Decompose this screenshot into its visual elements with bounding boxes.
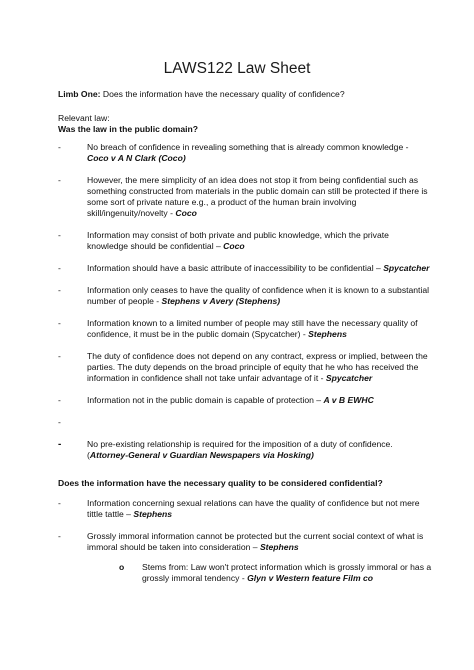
list-item: - Information known to a limited number of people may still have the necessary quality of confidence, it must be in the public domain (Spycatcher) - Stephens [58,318,418,339]
public-domain-list [58,142,430,461]
list-dash: - [58,439,62,450]
case-citation: Coco [223,241,245,251]
limb-one-text: Does the information have the necessary quality of confidence? [100,89,345,99]
case-citation: Coco v A N Clark (Coco) [87,153,186,163]
confidential-quality-list [58,498,430,553]
list-item: - However, the mere simplicity of an idea does not stop it from being confidential such as something constructed from materials in the public domain can still be protected if there is some sort of private nature e.g., a product of the human brain involving skill/ingenuity/novelty - Coco [58,175,428,218]
list-item: - Grossly immoral information cannot be protected but the current social context of what is immoral should be taken into consideration – Stephens [58,531,424,552]
list-item: - Information should have a basic attribute of inaccessibility to be confidential – Spycatcher [58,263,430,273]
list-item: - Information may consist of both private and public knowledge, which the private knowledge should be confidential – Coco [58,230,389,251]
list-dash: - [58,498,61,508]
list-item: - The duty of confidence does not depend on any contract, express or implied, between the parties. The duty depends on the broad principle of equity that he who has received the information in confidence shall not take unfair advantage of it - Spycatcher [58,351,428,383]
list-item: - Information only ceases to have the quality of confidence when it is known to a substantial number of people - Stephens v Avery (Stephens) [58,285,430,306]
list-dash: - [58,395,61,405]
relevant-law-label: Relevant law: [58,113,110,123]
list-dash: - [58,175,61,185]
list-dash: - [58,263,61,273]
sub-list-item: o Stems from: Law won't protect information which is grossly immoral or has a grossly immoral tendency - Glyn v Western feature Film co [119,562,432,583]
case-citation: Spycatcher [325,373,373,383]
list-item: - No pre-existing relationship is required for the imposition of a duty of confidence. (Attorney-General v Guardian Newspapers via Hosking) [58,439,393,460]
list-item-empty [58,417,430,428]
case-citation: A v B EWHC [323,395,374,405]
question-confidential-quality: Does the information have the necessary quality to be considered confidential? [58,478,383,488]
list-dash: - [58,531,61,541]
case-citation: Coco [175,208,197,218]
list-item: - No breach of confidence in revealing something that is already common knowledge - Coco v A N Clark (Coco) [58,142,409,163]
limb-one-label: Limb One: [58,89,101,99]
case-citation: Spycatcher [383,263,430,273]
question-public-domain: Was the law in the public domain? [58,124,199,134]
list-dash: - [58,142,61,152]
list-item: - Information not in the public domain is capable of protection – A v B EWHC [58,395,374,405]
case-citation: Attorney-General v Guardian Newspapers via Hosking) [89,450,314,460]
case-citation: Stephens v Avery (Stephens) [161,296,281,306]
list-dash: - [58,318,61,328]
case-citation: Glyn v Western feature Film co [247,573,373,583]
list-dash: - [58,230,61,240]
list-dash: - [58,285,61,295]
limb-one-heading [58,89,428,100]
list-item: - Information concerning sexual relations can have the quality of confidence but not mere tittle tattle – Stephens [58,498,420,519]
case-citation: Stephens [259,542,299,552]
list-dash: - [58,417,61,427]
case-citation: Stephens [308,329,347,339]
list-dash: - [58,351,61,361]
circle-bullet: o [119,562,125,572]
case-citation: Stephens [133,509,173,519]
page-title: LAWS122 Law Sheet [163,60,311,77]
